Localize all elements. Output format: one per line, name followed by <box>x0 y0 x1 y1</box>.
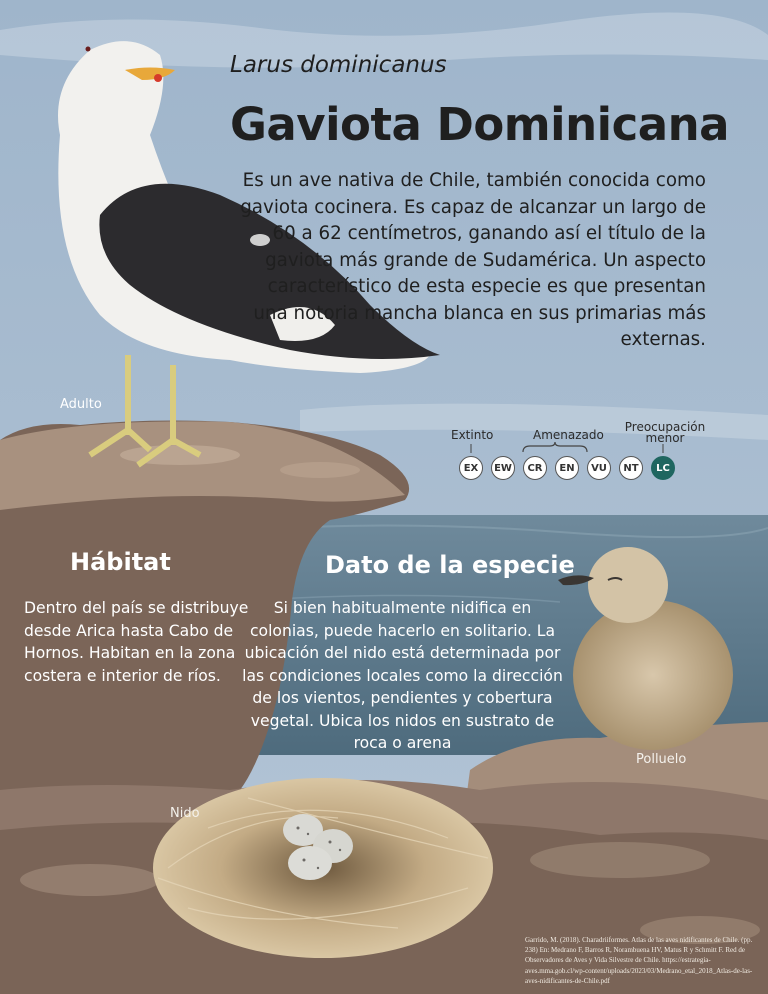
status-badge-lc: LC <box>651 456 675 480</box>
status-badge-vu: VU <box>587 456 611 480</box>
caption-adult: Adulto <box>60 397 102 412</box>
reference-citation: Garrido, M. (2018). Charadriiformes. Atlas de las aves nidificantes de Chile. (pp. 238) En: Medrano F, Barros R, Norambuena HV, Matus R y Schmitt F. Red de Observadores de Aves y Vida Silvestre de Chile. https://estrategia-aves.mma.gob.cl/wp-content/uploads/2023/03/Medrano_etal_2018_Atlas-de-las-aves-nidificantes-de-Chile.pdf <box>525 936 753 985</box>
habitat-text: Dentro del país se distribuye desde Arica hasta Cabo de Hornos. Habitan en la zona costera e interior de ríos. <box>24 599 249 685</box>
fact-text: Si bien habitualmente nidifica en colonias, puede hacerlo en solitario. La ubicación del nido está determinada por las condiciones locales como la dirección de los vientos, pendientes y cobertura vegetal. Ubica los nidos en sustrato de roca o arena <box>242 599 563 752</box>
status-badge-nt: NT <box>619 456 643 480</box>
fact-heading: Dato de la especie <box>325 551 575 579</box>
caption-nest: Nido <box>170 806 200 821</box>
status-label-threatened: Amenazado <box>533 428 604 442</box>
status-badge-ew: EW <box>491 456 515 480</box>
status-badge-en: EN <box>555 456 579 480</box>
status-scale-brackets <box>455 440 685 456</box>
nest-illustration <box>148 768 508 968</box>
scientific-name: Larus dominicanus <box>230 52 447 78</box>
status-badge-ex: EX <box>459 456 483 480</box>
species-description: Es un ave nativa de Chile, también conocida como gaviota cocinera. Es capaz de alcanzar un largo de 60 a 62 centímetros, ganando así el título de la gaviota más grande de Sudamérica. Un aspecto característico de esta especie es que presentan una notoria mancha blanca en sus primarias más externas. <box>240 170 706 350</box>
status-badge-cr: CR <box>523 456 547 480</box>
chick-illustration <box>558 540 743 755</box>
status-label-least-concern: Preocupación menor <box>624 420 706 445</box>
caption-chick: Polluelo <box>636 752 687 767</box>
status-label-extinct: Extinto <box>451 428 494 442</box>
page-title: Gaviota Dominicana <box>230 98 730 151</box>
habitat-heading: Hábitat <box>70 548 171 576</box>
